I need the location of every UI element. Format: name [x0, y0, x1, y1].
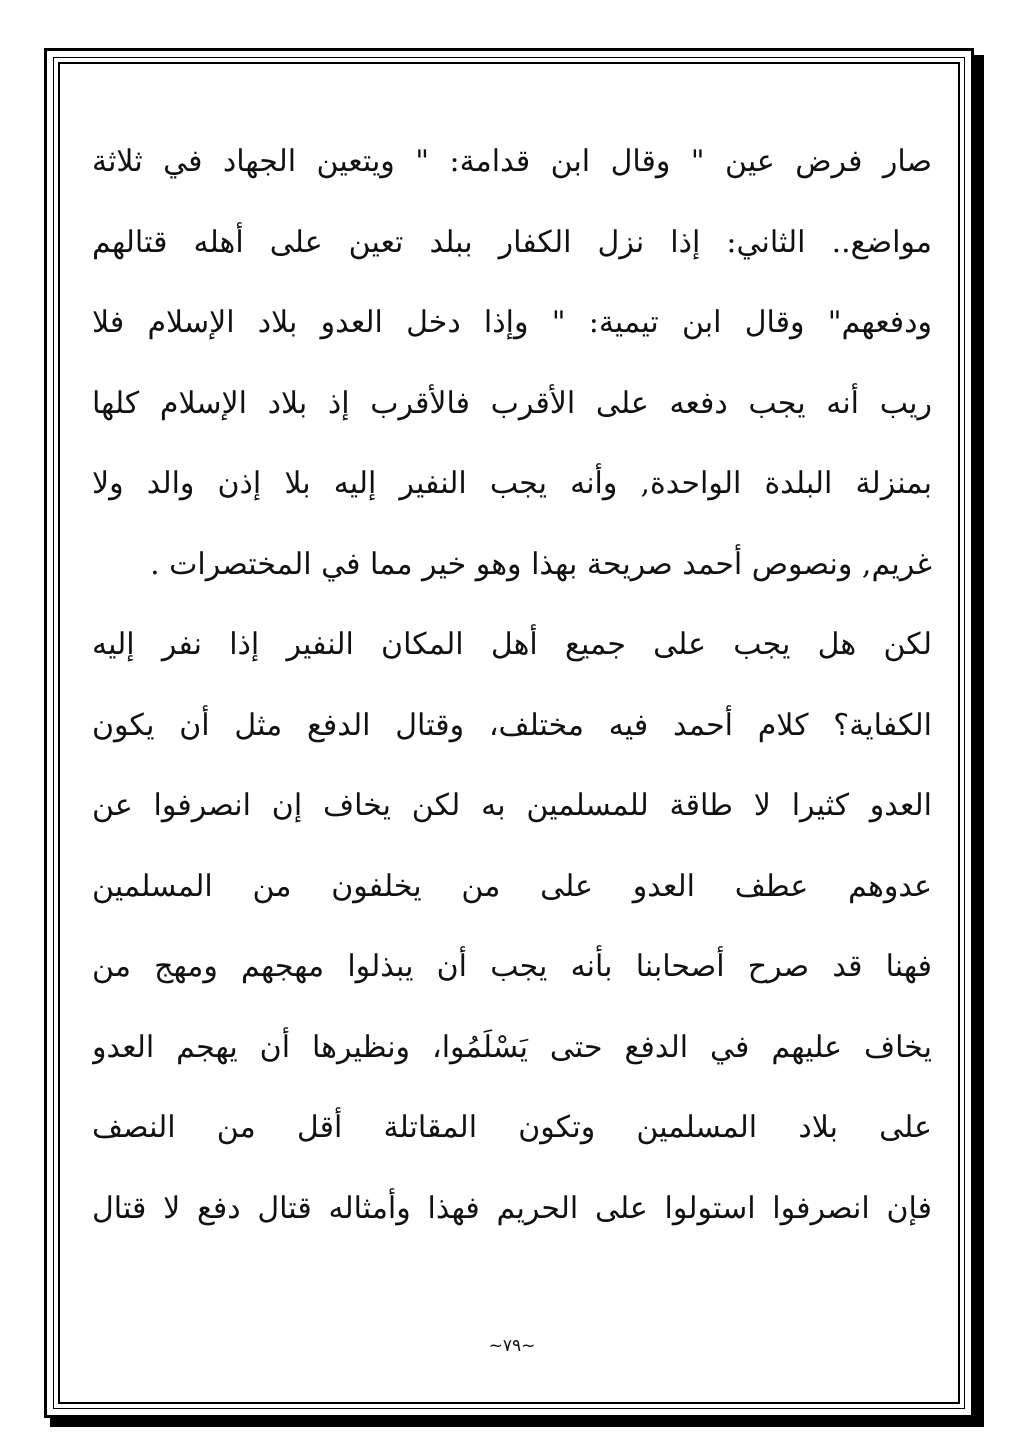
- text-line: الكفاية؟ كلام أحمد فيه مختلف، وقتال الدفع مثل أن يكون: [92, 707, 932, 743]
- text-line: صار فرض عين " وقال ابن قدامة: " ويتعين الجهاد في ثلاثة: [92, 144, 932, 179]
- text-line: فهنا قد صرح أصحابنا بأنه يجب أن يبذلوا مهجهم ومهج من: [92, 949, 932, 984]
- text-line: مواضع.. الثاني: إذا نزل الكفار ببلد تعين على أهله قتالهم: [92, 224, 932, 260]
- body-text: [92, 122, 932, 1249]
- text-line: بمنزلة البلدة الواحدة, وأنه يجب النفير إليه بلا إذن والد ولا: [92, 466, 932, 501]
- text-line: فإن انصرفوا استولوا على الحريم فهذا وأمثاله قتال دفع لا قتال: [92, 1190, 932, 1226]
- page-number: ~٧٩~: [488, 1336, 536, 1356]
- text-line: عدوهم عطف العدو على من يخلفون من المسلمين: [92, 868, 932, 904]
- text-line: يخاف عليهم في الدفع حتى يَسْلَمُوا، ونظيرها أن يهجم العدو: [92, 1029, 932, 1065]
- text-line: العدو كثيرا لا طاقة للمسلمين به لكن يخاف إن انصرفوا عن: [92, 788, 932, 823]
- text-line: غريم, ونصوص أحمد صريحة بهذا وهو خير مما في المختصرات .: [150, 546, 932, 582]
- text-line: ريب أنه يجب دفعه على الأقرب فالأقرب إذ بلاد الإسلام كلها: [92, 385, 932, 421]
- text-line: على بلاد المسلمين وتكون المقاتلة أقل من النصف: [92, 1110, 932, 1145]
- text-line: لكن هل يجب على جميع أهل المكان النفير إذا نفر إليه: [92, 627, 932, 662]
- text-line: ودفعهم" وقال ابن تيمية: " وإذا دخل العدو بلاد الإسلام فلا: [92, 305, 932, 340]
